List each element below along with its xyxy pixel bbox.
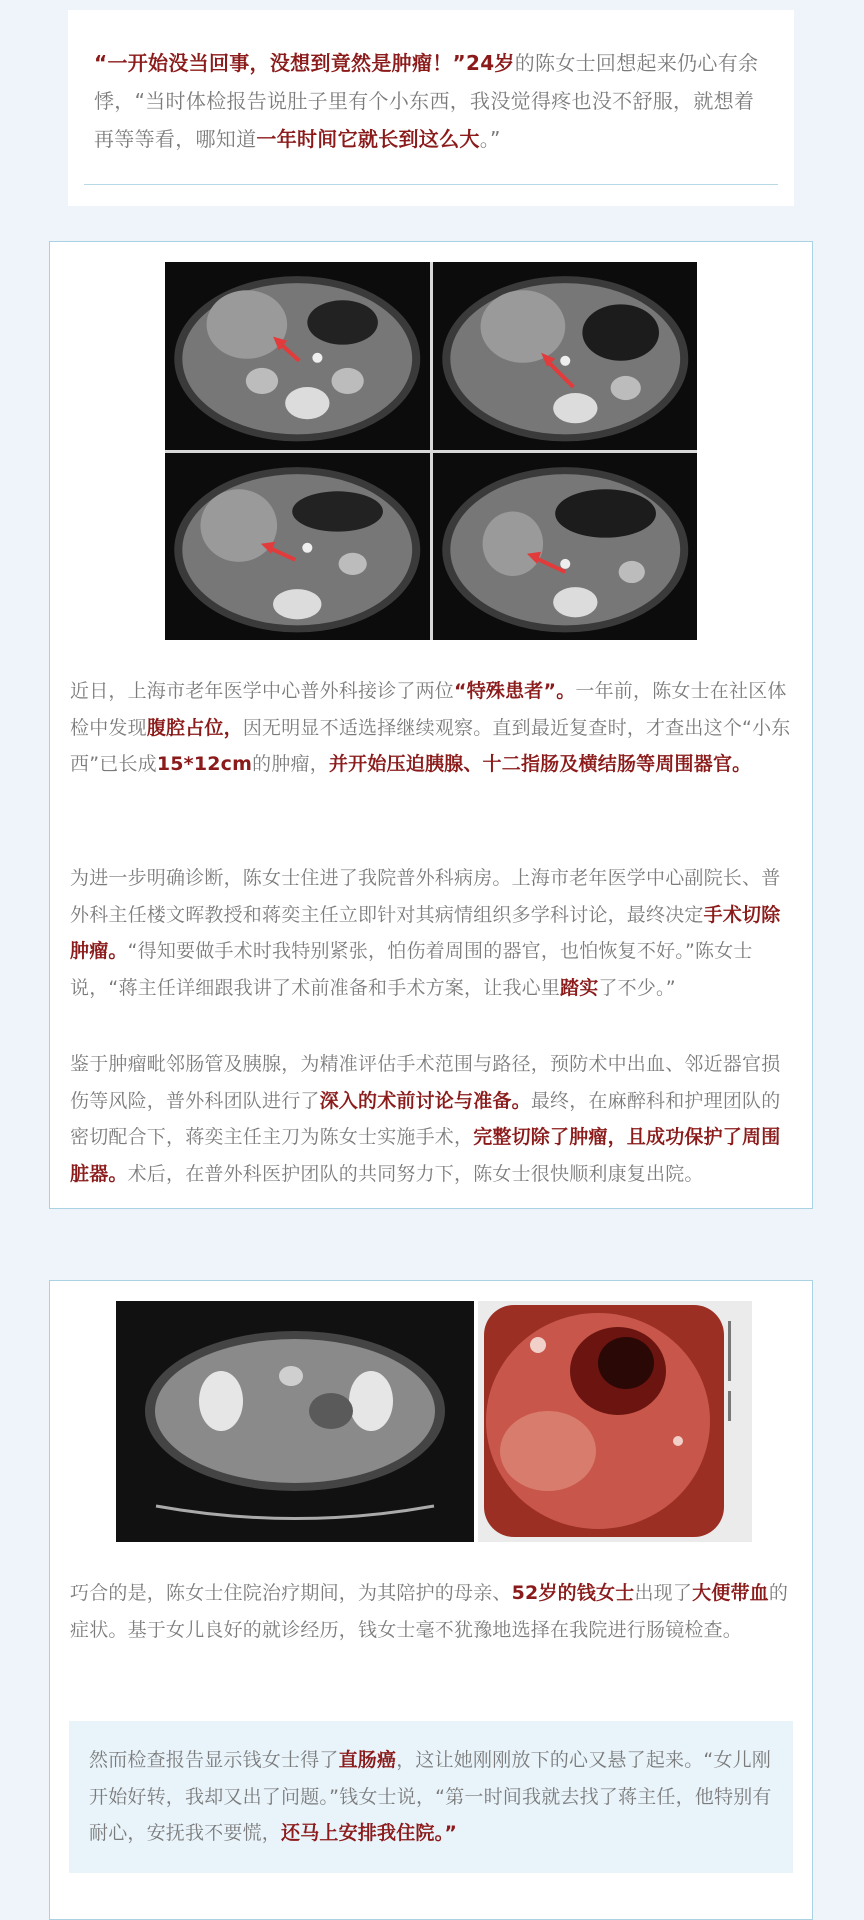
text-segment: 为进一步明确诊断，陈女士住进了我院普外科病房。上海市老年医学中心副院长、普外科主任楼文晖教授和蒋奕主任立即针对其病情组织多学科讨论，最终决定 <box>70 867 781 926</box>
text-segment: 术后，在普外科医护团队的共同努力下，陈女士很快顺利康复出院。 <box>127 1162 704 1185</box>
emphasis-text: 完整切除了肿瘤，且成功保护了周围脏器。 <box>70 1126 781 1185</box>
ct-scan-panel <box>433 262 698 450</box>
emphasis-text: “一开始没当回事，没想到竟然是肿瘤！” <box>94 51 466 75</box>
text-segment: “得知要做手术时我特别紧张，怕伤着周围的器官，也怕恢复不好。”陈女士说，“蒋主任详细跟我讲了术前准备和手术方案，让我心里 <box>70 940 753 999</box>
ct-scan-panel <box>165 262 430 450</box>
emphasis-text: 一年时间它就长到这么大 <box>256 127 480 151</box>
ct-scan-image <box>116 1301 474 1542</box>
emphasis-text: 直肠癌 <box>338 1749 397 1771</box>
text-segment: 。” <box>479 127 501 151</box>
text-segment: 出现了 <box>634 1582 693 1604</box>
emphasis-text: “特殊患者”。 <box>454 680 576 702</box>
text-segment: 鉴于肿瘤毗邻肠管及胰腺，为精准评估手术范围与路径，预防术中出血、邻近器官损伤等风险，普外科团队进行了 <box>70 1053 781 1112</box>
text-segment: 的症状。基于女儿良好的就诊经历，钱女士毫不犹豫地选择在我院进行肠镜检查。 <box>70 1582 789 1641</box>
body-paragraph <box>70 860 792 1006</box>
ct-scan-graphic <box>116 1301 474 1542</box>
text-segment: 一年前，陈女士在社区体检中发现 <box>70 680 787 739</box>
emphasis-text: 52岁的钱女士 <box>511 1582 635 1604</box>
divider <box>84 184 778 185</box>
emphasis-text: 腹腔占位， <box>146 716 243 739</box>
emphasis-text: 踏实 <box>560 976 599 999</box>
text-segment: ，这让她刚刚放下的心又悬了起来。“女儿刚开始好转，我却又出了问题。”钱女士说，“第一时间我就去找了蒋主任，他特别有耐心，安抚我不要慌， <box>89 1749 772 1844</box>
patient-quote-box <box>69 1721 793 1873</box>
text-segment: 巧合的是，陈女士住院治疗期间，为其陪护的母亲、 <box>70 1582 512 1604</box>
emphasis-text: 24岁 <box>466 51 515 75</box>
ct-scan-panel-graphic <box>433 262 698 450</box>
ct-scan-panel-graphic <box>433 453 698 641</box>
text-segment: 然而检查报告显示钱女士得了 <box>89 1749 339 1771</box>
emphasis-text: 还马上安排我住院。” <box>281 1822 458 1844</box>
text-segment: 的肿瘤， <box>252 753 329 775</box>
emphasis-text: 大便带血 <box>692 1582 769 1604</box>
body-paragraph <box>70 1575 792 1648</box>
patient-quote-text <box>89 1742 773 1852</box>
ct-scan-panel <box>433 453 698 641</box>
text-segment: 因无明显不适选择继续观察。直到最近复查时，才查出这个“小东西”已长成 <box>70 716 791 775</box>
intro-quote-text <box>94 44 768 158</box>
case-card-chen <box>49 241 813 1209</box>
ct-scan-panel-graphic <box>165 262 430 450</box>
text-segment: 了不少。” <box>598 976 676 999</box>
ct-scan-panel-graphic <box>165 453 430 641</box>
emphasis-text: 15*12cm <box>156 753 253 775</box>
text-segment: 最终，在麻醉科和护理团队的密切配合下，蒋奕主任主刀为陈女士实施手术， <box>70 1089 781 1148</box>
body-paragraph <box>70 673 792 783</box>
ct-scan-image <box>165 262 697 640</box>
endoscopy-graphic <box>478 1301 752 1542</box>
emphasis-text: 并开始压迫胰腺、十二指肠及横结肠等周围器官。 <box>328 753 752 775</box>
body-paragraph <box>70 1046 792 1192</box>
emphasis-text: 手术切除肿瘤。 <box>70 903 781 962</box>
text-segment: 的陈女士回想起来仍心有余悸，“当时体检报告说肚子里有个小东西，我没觉得疼也没不舒服，就想着再等等看，哪知道 <box>94 51 759 151</box>
ct-scan-panel <box>165 453 430 641</box>
text-segment: 近日，上海市老年医学中心普外科接诊了两位 <box>70 680 455 702</box>
emphasis-text: 深入的术前讨论与准备。 <box>319 1089 531 1112</box>
intro-quote-card <box>68 10 794 206</box>
endoscopy-image <box>478 1301 752 1542</box>
case-card-qian <box>49 1280 813 1920</box>
